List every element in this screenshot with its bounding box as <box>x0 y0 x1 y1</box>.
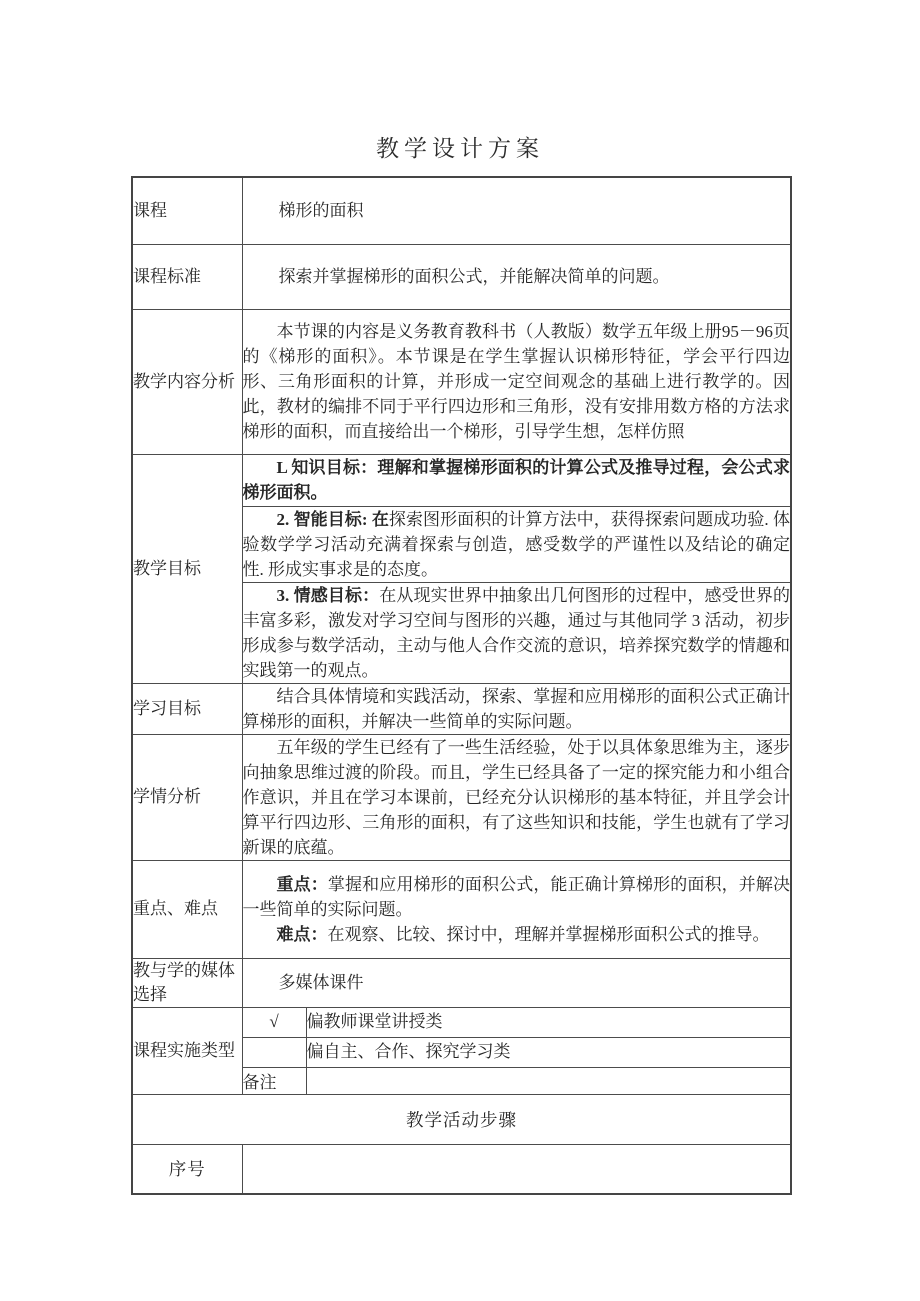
course-value: 梯形的面积 <box>278 200 364 220</box>
row-media <box>132 958 791 1007</box>
goal-intelligence-cell <box>242 506 791 582</box>
content-analysis-label: 教学内容分析 <box>132 309 242 454</box>
standard-value-cell <box>242 244 791 309</box>
media-value-cell <box>242 958 791 1007</box>
key-point-content: 掌握和应用梯形的面积公式，能正确计算梯形的面积，并解决一些简单的实际问题。 <box>242 874 791 919</box>
impl-option-1-text: 偏教师课堂讲授类 <box>306 1007 791 1037</box>
impl-type-label: 课程实施类型 <box>132 1007 242 1094</box>
row-course <box>132 177 791 244</box>
goal-intelligence-prefix: 2. 智能目标: 在 <box>276 509 389 529</box>
learner-analysis-label: 学情分析 <box>132 734 242 860</box>
activity-header: 教学活动步骤 <box>132 1094 791 1144</box>
goal-intelligence-text <box>243 507 791 582</box>
media-label: 教与学的媒体选择 <box>132 958 242 1007</box>
key-difficult-label: 重点、难点 <box>132 860 242 958</box>
document-title: 教学设计方案 <box>376 136 544 161</box>
teaching-goals-label: 教学目标 <box>132 454 242 683</box>
impl-note-label: 备注 <box>242 1067 306 1094</box>
standard-label: 课程标准 <box>132 244 242 309</box>
key-point-prefix: 重点： <box>276 874 328 894</box>
content-analysis-cell <box>242 309 791 454</box>
seq-label: 序号 <box>132 1144 242 1194</box>
goal-knowledge-prefix: L 知识目标： <box>276 458 378 477</box>
goal-knowledge-content: 理解和掌握梯形面积的计算公式及推导过程，会公式求梯形面积。 <box>242 458 791 502</box>
difficult-point-text <box>243 922 791 947</box>
learner-analysis-text: 五年级的学生已经有了一些生活经验，处于以具体象思维为主，逐步向抽象思维过渡的阶段。而且，学生已经具备了一定的探究能力和小组合作意识，并且在学习本课前，已经充分认识梯形的基本特征，并且学会计算平行四边形、三角形的面积，有了这些知识和技能，学生也就有了学习新课的底蕴。 <box>242 737 790 857</box>
goal-knowledge-cell <box>242 454 791 506</box>
row-learning-goal <box>132 683 791 734</box>
key-difficult-cell <box>242 860 791 958</box>
learning-goal-text: 结合具体情境和实践活动，探索、掌握和应用梯形的面积公式正确计算梯形的面积，并解决一些简单的实际问题。 <box>242 686 790 731</box>
goal-emotion-cell <box>242 582 791 683</box>
course-label: 课程 <box>132 177 242 244</box>
row-learner-analysis <box>132 734 791 860</box>
row-activity-header <box>132 1094 791 1144</box>
learning-goal-cell <box>242 683 791 734</box>
difficult-point-prefix: 难点： <box>276 924 328 944</box>
goal-emotion-content: 在从现实世界中抽象出几何图形的过程中，感受世界的丰富多彩，激发对学习空间与图形的兴趣，通过与其他同学 3 活动，初步形成参与数学活动，主动与他人合作交流的意识，培养探究数学的情趣和实践第一的观点。 <box>242 585 791 680</box>
impl-option-2-text: 偏自主、合作、探究学习类 <box>306 1037 791 1067</box>
impl-note-value <box>306 1067 791 1094</box>
goal-intelligence-content: 探索图形面积的计算方法中，获得探索问题成功验. 体验数学学习活动充满着探索与创造，感受数学的严谨性以及结论的确定性. 形成实事求是的态度。 <box>242 509 790 579</box>
key-point-text <box>243 872 791 922</box>
goal-emotion-text <box>243 583 791 683</box>
goal-emotion-prefix: 3. 情感目标： <box>276 585 380 605</box>
standard-value: 探索并掌握梯形的面积公式，并能解决简单的问题。 <box>278 266 670 286</box>
row-impl-option-1 <box>132 1007 791 1037</box>
impl-option-2-checkmark <box>242 1037 306 1067</box>
difficult-point-content: 在观察、比较、探讨中，理解并掌握梯形面积公式的推导。 <box>327 924 770 944</box>
row-standard <box>132 244 791 309</box>
row-seq <box>132 1144 791 1194</box>
media-value: 多媒体课件 <box>278 972 364 992</box>
seq-value-cell <box>242 1144 791 1194</box>
impl-option-1-checkmark: √ <box>242 1007 306 1037</box>
learner-analysis-cell <box>242 734 791 860</box>
row-goal-knowledge <box>132 454 791 506</box>
lesson-plan-table <box>131 176 792 1195</box>
row-content-analysis <box>132 309 791 454</box>
course-value-cell <box>242 177 791 244</box>
row-key-difficult <box>132 860 791 958</box>
content-analysis-text: 本节课的内容是义务教育教科书（人教版）数学五年级上册95－96页的《梯形的面积》。本节课是在学生掌握认识梯形特征，学会平行四边形、三角形面积的计算，并形成一定空间观念的基础上进行教学的。因此，教材的编排不同于平行四边形和三角形，没有安排用数方格的方法求梯形的面积，而直接给出一个梯形，引导学生想，怎样仿照 <box>242 322 790 441</box>
learning-goal-label: 学习目标 <box>132 683 242 734</box>
goal-knowledge-text <box>243 455 791 505</box>
